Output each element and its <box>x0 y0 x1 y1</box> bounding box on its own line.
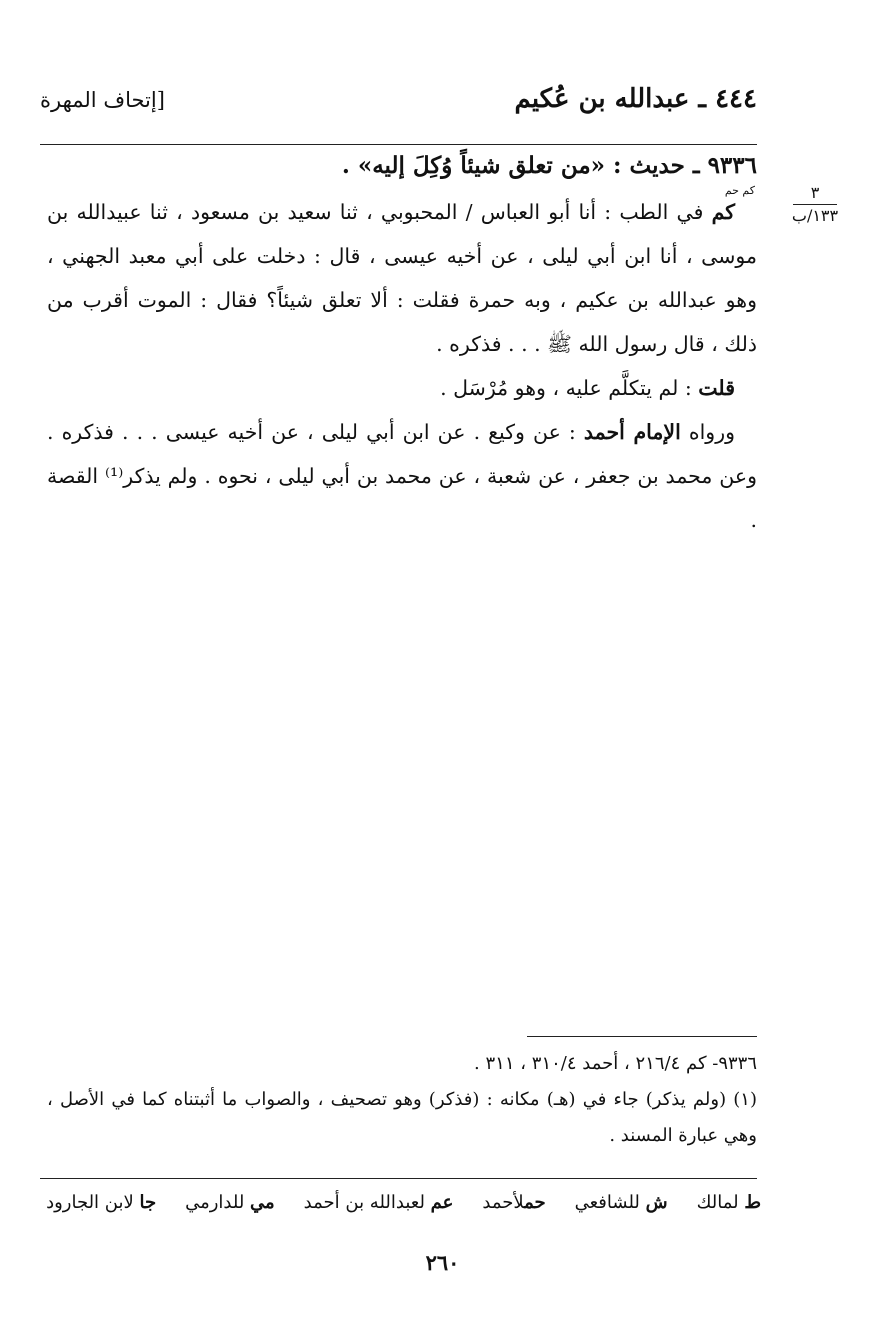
abbr-item: عم لعبدالله بن أحمد <box>303 1192 454 1213</box>
paragraph-2 <box>47 366 757 410</box>
margin-note <box>785 184 845 225</box>
abbreviation-key <box>46 1192 761 1213</box>
qultu-label: قلت <box>698 376 735 400</box>
paragraph-1 <box>47 190 757 366</box>
running-head-book: [إتحاف المهرة <box>40 88 165 112</box>
margin-number: ٣ <box>810 183 820 202</box>
paragraph-2-text: : لم يتكلَّم عليه ، وهو مُرْسَل . <box>440 376 699 400</box>
abbr-item: ط لمالك <box>696 1192 761 1213</box>
source-code: كم <box>711 200 735 224</box>
footnote-ref: ٩٣٣٦- كم ٢١٦/٤ ، أحمد ٣١٠/٤ ، ٣١١ . <box>474 1053 757 1074</box>
footnote-separator <box>527 1036 757 1037</box>
imam-ahmad-label: الإمام أحمد <box>583 420 681 444</box>
margin-divider <box>793 204 837 205</box>
main-text <box>47 190 757 542</box>
abbr-item: جا لابن الجارود <box>46 1192 157 1213</box>
header-rule <box>40 144 757 145</box>
abbr-item: حملأحمد <box>482 1192 546 1213</box>
abbr-item: ش للشافعي <box>574 1192 668 1213</box>
hadith-heading: ٩٣٣٦ ـ حديث : «من تعلق شيئاً وُكِلَ إليه» . <box>341 152 757 179</box>
paragraph-3-pre: ورواه <box>680 420 735 444</box>
paragraph-1-text: في الطب : أنا أبو العباس / المحبوبي ، ثنا سعيد بن مسعود ، ثنا عبيدالله بن موسى ، أنا ابن أبي ليلى ، عن أخيه عيسى ، قال : دخلت على أبي معبد الجهني ، وهو عبدالله بن عكيم ، وبه حمرة فقلت : ألا تعلق شيئاً؟ فقال : الموت أقرب من ذلك ، قال رسول الله ﷺ . . . فذكره . <box>47 200 757 356</box>
page-number: ٢٦٠ <box>425 1250 460 1275</box>
abbreviation-rule <box>40 1178 757 1179</box>
footnote-1: (١) (ولم يذكر) جاء في (هـ) مكانه : (فذكر) وهو تصحيف ، والصواب ما أثبتناه كما في الأصل ، وهي عبارة المسند . <box>47 1089 757 1146</box>
paragraph-3-text: : عن وكيع . عن ابن أبي ليلى ، عن أخيه عيسى . . . فذكره . وعن محمد بن جعفر ، عن شعبة ، عن محمد بن أبي ليلى ، نحوه . ولم يذكر⁽¹⁾ القصة . <box>47 420 757 532</box>
source-sigla: كم حم <box>724 184 755 197</box>
running-head-title: ٤٤٤ ـ عبدالله بن عُكيم <box>514 84 757 114</box>
margin-folio: ١٣٣/ب <box>791 206 839 225</box>
footnotes <box>47 1046 757 1154</box>
paragraph-3 <box>47 410 757 542</box>
abbr-item: مي للدارمي <box>185 1192 275 1213</box>
